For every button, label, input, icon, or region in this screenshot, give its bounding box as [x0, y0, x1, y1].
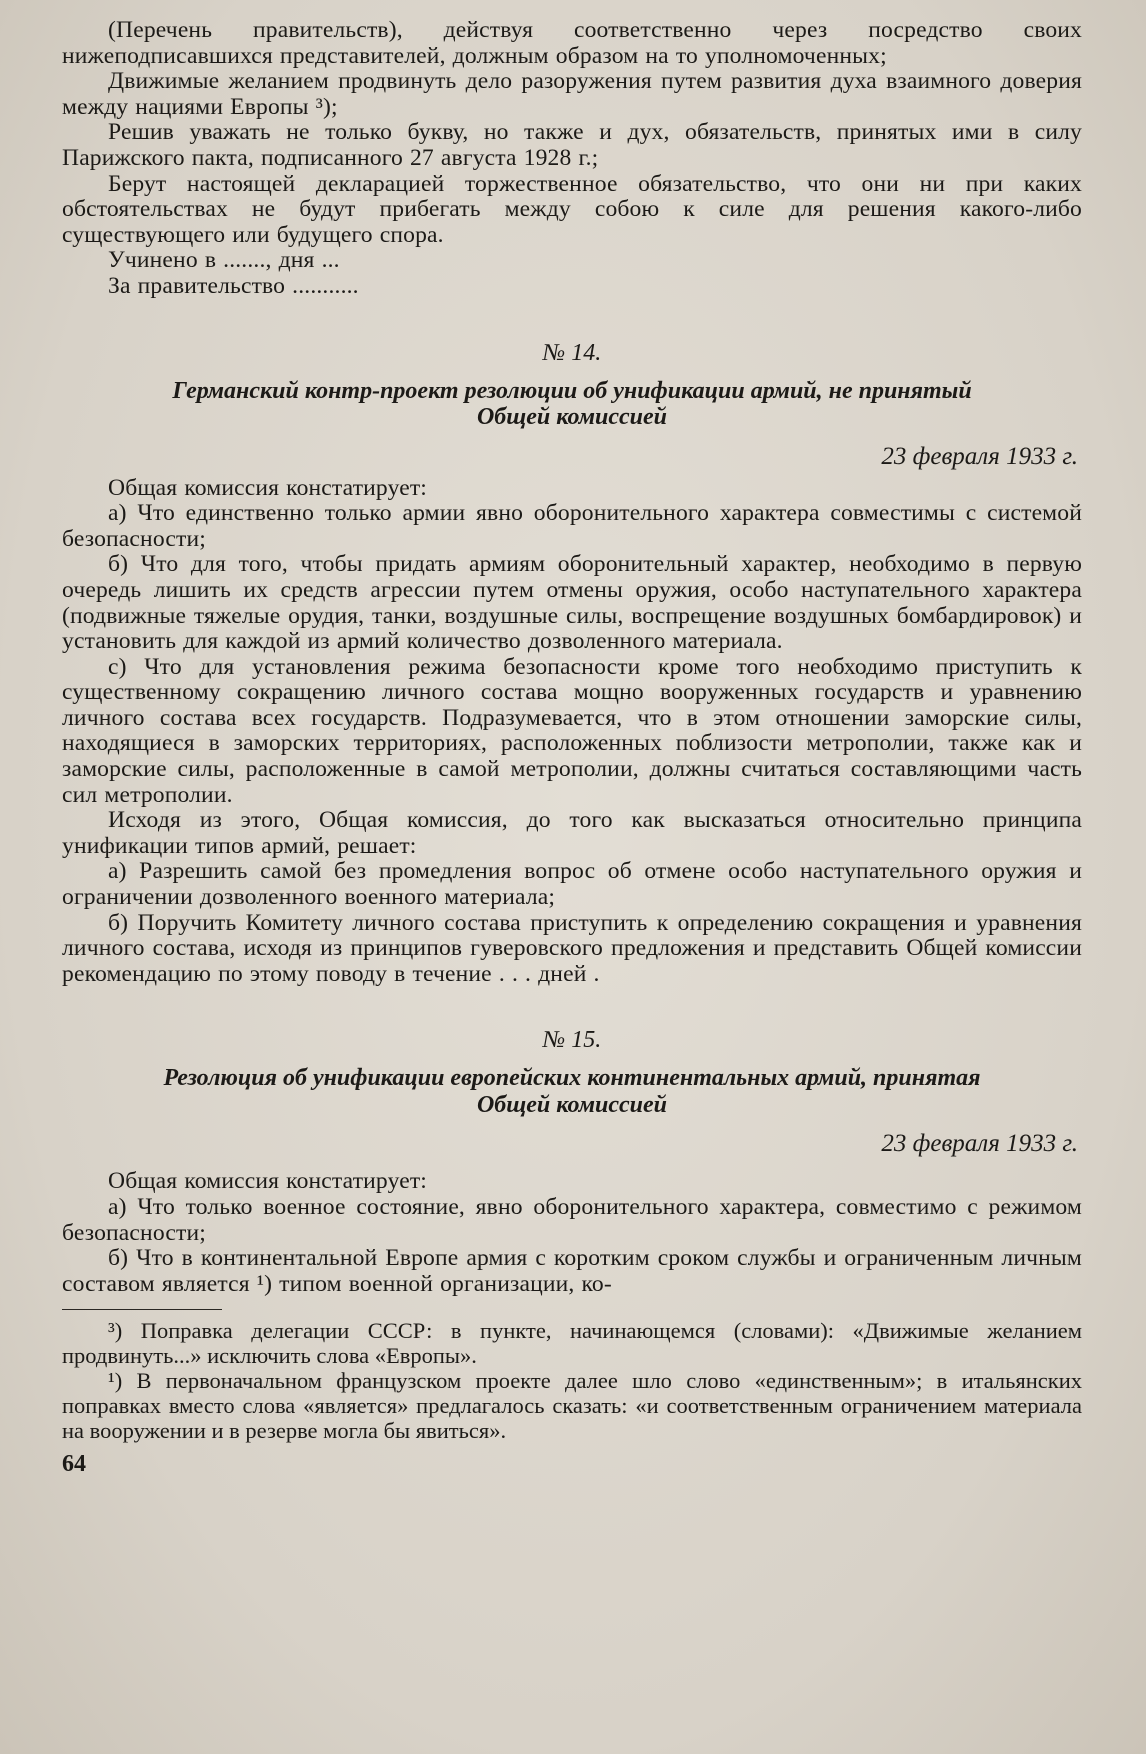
- document-title: Германский контр-проект резолюции об унификации армий, не принятый: [172, 377, 972, 404]
- paragraph: б) Поручить Комитету личного состава приступить к определению сокращения и уравнения личного состава, исходя из принципов гуверовского предложения и представить Общей комиссии рекомендацию по этому поводу в течение . . . дней .: [62, 909, 1082, 987]
- paragraph: (Перечень правительств), действуя соответственно через посредство своих нижеподписавшихся представителей, должным образом на то уполномоченных;: [62, 17, 1082, 69]
- document-date: 23 февраля 1933 г.: [881, 1130, 1078, 1158]
- document-date: 23 февраля 1933 г.: [881, 442, 1078, 470]
- paragraph: Движимые желанием продвинуть дело разоружения путем развития духа взаимного доверия между нациями Европы ³);: [62, 68, 1082, 120]
- paragraph: а) Что только военное состояние, явно оборонительного характера, совместимо с режимом безопасности;: [62, 1194, 1082, 1246]
- footnote: ¹) В первоначальном французском проекте далее шло слово «единственным»; в итальянских поправках вместо слова «является» предлагалось сказать: «и соответственным ограничением материала на вооружении и в резерве могла бы явиться».: [62, 1368, 1082, 1444]
- footnote: ³) Поправка делегации СССР: в пункте, начинающемся (словами): «Движимые желанием продвинуть...» исключить слова «Европы».: [62, 1318, 1082, 1369]
- document-14: [62, 340, 1082, 988]
- paragraph: Исходя из этого, Общая комиссия, до того как высказаться относительно принципа унификации типов армий, решает:: [62, 807, 1082, 859]
- signature-place-line: Учинено в ......., дня ...: [108, 247, 340, 274]
- page-number: 64: [62, 1451, 86, 1478]
- signature-government-line: За правительство ...........: [108, 272, 359, 299]
- document-title-continued: Общей комиссией: [476, 404, 668, 431]
- paragraph: б) Что для того, чтобы придать армиям оборонительный характер, необходимо в первую очередь лишить их средств агрессии путем отмены оружия, особо наступательного характера (подвижные тяжелые орудия, танки, воздушные силы, воспрещение воздушных бомбардировок) и установить для каждой из армий количество дозволенного материала.: [62, 551, 1082, 655]
- document-15: [62, 1027, 1082, 1297]
- document-number: № 15.: [542, 1027, 602, 1054]
- document-number: № 14.: [542, 339, 602, 366]
- paragraph: с) Что для установления режима безопасности кроме того необходимо приступить к существенному сокращению личного состава мощно вооруженных государств и уравнению личного состава всех государств. Подразумевается, что в этом отношении заморские силы, находящиеся в заморских территориях, расположенных поблизости метрополии, также как и заморские силы, расположенные в самой метрополии, должны считаться составляющими часть сил метрополии.: [62, 653, 1082, 808]
- declaration-end: [62, 18, 1082, 300]
- document-title-continued: Общей комиссией: [476, 1091, 668, 1118]
- document-title: Резолюция об унификации европейских континентальных армий, принятая: [163, 1065, 981, 1092]
- paragraph: Общая комиссия констатирует:: [108, 1168, 427, 1195]
- paragraph: Берут настоящей декларацией торжественное обязательство, что они ни при каких обстоятельствах не будут прибегать между собою к силе для решения какого-либо существующего или будущего спора.: [62, 170, 1082, 248]
- paragraph: а) Что единственно только армии явно оборонительного характера совместимы с системой безопасности;: [62, 500, 1082, 552]
- paragraph: б) Что в континентальной Европе армия с коротким сроком службы и ограниченным личным составом является ¹) типом военной организации, ко-: [62, 1245, 1082, 1297]
- paragraph: Решив уважать не только букву, но также и дух, обязательств, принятых ими в силу Парижского пакта, подписанного 27 августа 1928 г.;: [62, 119, 1082, 171]
- footnotes: [62, 1318, 1082, 1443]
- paragraph: Общая комиссия констатирует:: [108, 474, 427, 501]
- paragraph: а) Разрешить самой без промедления вопрос об отмене особо наступательного оружия и ограничении дозволенного военного материала;: [62, 858, 1082, 911]
